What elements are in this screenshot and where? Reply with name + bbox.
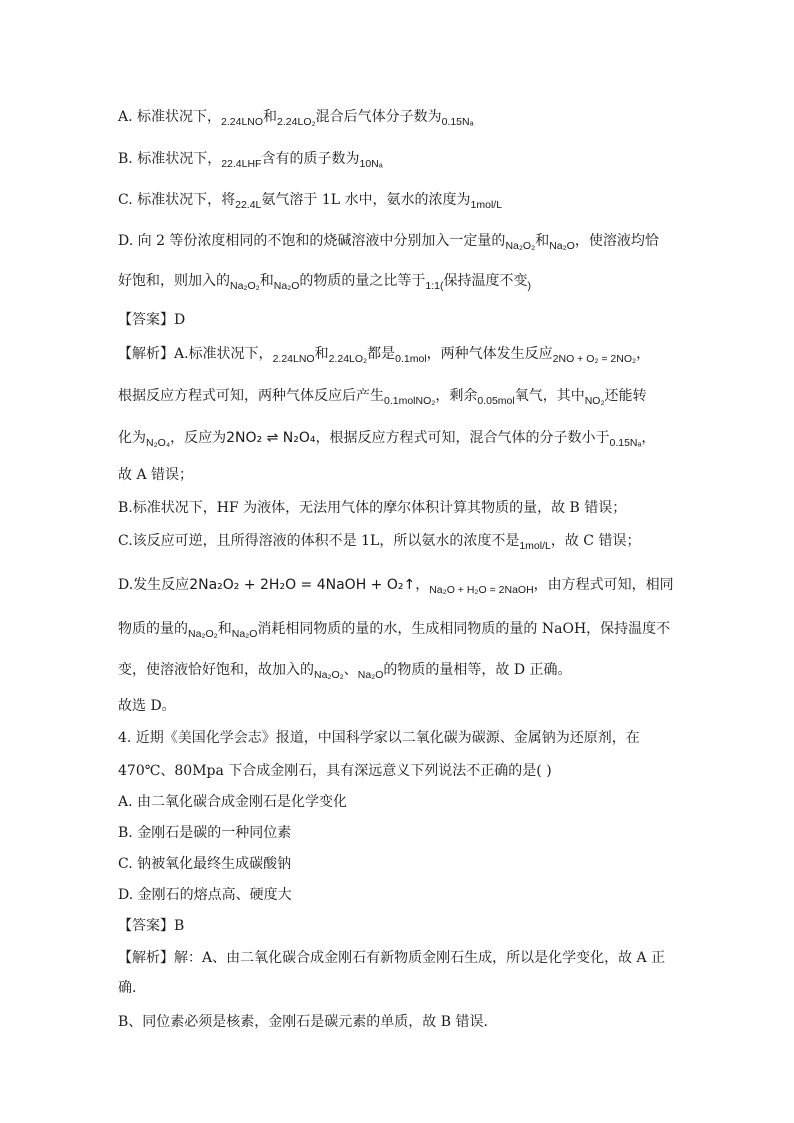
analysis-1-mid: 都是 <box>367 346 396 362</box>
option-d-prefix: D. 向 2 等份浓度相同的不饱和的烧碱溶液中分别加入一定量的 <box>118 233 506 249</box>
question-4-line-1: 4. 近期《美国化学会志》报道，中国科学家以二氧化碳为碳源、金属钠为还原剂，在 <box>118 730 640 746</box>
answer-1: 【答案】D <box>118 312 186 328</box>
analysis-3-text-b: ，反应为 <box>170 430 227 446</box>
option-c <box>118 191 688 210</box>
option-d-quantity-1: Na₂O₂ <box>505 240 536 252</box>
option-b-prefix: B. 标准状况下， <box>118 151 222 167</box>
analysis-3-equation: 2NO₂ ⇌ N₂O₄ <box>226 430 316 446</box>
option-a-prefix: A. 标准状况下， <box>118 109 222 125</box>
option-d-l2-mid: 的物质的量之比等于 <box>299 273 426 289</box>
analysis-1-mid-2: ，两种气体发生反应 <box>426 346 553 362</box>
analysis-8-text-b: 消耗相同物质的量的水，生成相同物质的量的 NaOH，保持温度不 <box>257 621 671 637</box>
analysis-2-l1-text: 解：A、由二氧化碳合成金刚石有新物质金刚石生成，所以是化学变化，故 A 正 <box>174 950 666 966</box>
analysis-2-line-1 <box>118 949 688 967</box>
option-d-l2-prefix: 好饱和，则加入的 <box>118 273 230 289</box>
option-c-prefix: C. 标准状况下，将 <box>118 192 236 208</box>
analysis-2-text-d: 还能转 <box>604 388 647 404</box>
analysis-1-text-a: A.标准状况下， <box>174 346 273 362</box>
analysis-2-text-c: 氧气，其中 <box>514 388 585 404</box>
question-4-option-b: B. 金刚石是碳的一种同位素 <box>118 825 292 841</box>
analysis-2-quantity-2: 0.05mol <box>477 395 515 407</box>
analysis-9-quantity-1: Na₂O₂ <box>314 669 344 681</box>
analysis-1-line-7 <box>118 576 688 595</box>
analysis-1-line-8 <box>118 620 688 639</box>
analysis-8-text-a: 物质的量的 <box>118 621 188 637</box>
option-d-l2-close: ) <box>527 280 532 292</box>
option-b-quantity-2: 10Nₐ <box>359 158 383 170</box>
analysis-3-text-d: ， <box>641 430 656 446</box>
option-a-quantity-1: 2.24LNO <box>221 116 264 128</box>
analysis-2-text-b: ，剩余 <box>435 388 478 404</box>
analysis-3-text-c: ，根据反应方程式可知，混合气体的分子数小于 <box>315 430 610 446</box>
analysis-1-quantity-2: 2.24LO₂ <box>328 353 368 365</box>
analysis-1-line-9 <box>118 661 688 680</box>
analysis-9-text-a: 变，使溶液恰好饱和，故加入的 <box>118 662 314 678</box>
option-d-line-2 <box>118 272 688 291</box>
question-4-line-2: 470℃、80Mpa 下合成金刚石，具有深远意义下列说法不正确的是( ) <box>118 763 552 779</box>
option-a-quantity-3: 0.15Nₐ <box>441 116 474 128</box>
option-d-l2-suffix: 保持温度不变 <box>443 273 528 289</box>
analysis-1-end: ， <box>636 346 651 362</box>
analysis-1-line-3 <box>118 429 688 448</box>
analysis-1-quantity-1: 2.24LNO <box>272 353 315 365</box>
analysis-2-quantity-1: 0.1molNO₂ <box>384 395 436 407</box>
option-a-mid: 混合后气体分子数为 <box>315 109 442 125</box>
analysis-7-sep: ， <box>415 577 430 593</box>
analysis-6-text-b: ，故 C 错误； <box>550 533 641 549</box>
analysis-2-label: 【解析】 <box>118 950 174 966</box>
option-a-quantity-2: 2.24LO₂ <box>277 116 316 128</box>
option-b-quantity-1: 22.4LHF <box>221 158 262 170</box>
option-b-mid: 含有的质子数为 <box>261 151 360 167</box>
analysis-2-line-2: 确． <box>118 980 146 996</box>
option-d-l2-ratio: 1:1( <box>425 280 444 292</box>
analysis-1-quantity-3: 0.1mol <box>395 353 427 365</box>
analysis-1-line-5: B.标准状况下，HF 为液体，无法用气体的摩尔体积计算其物质的量，故 B 错误； <box>118 500 627 516</box>
option-a <box>118 108 688 127</box>
option-c-mid: 氨气溶于 1L 水中，氨水的浓度为 <box>261 192 471 208</box>
analysis-label: 【解析】 <box>118 346 174 362</box>
answer-2: 【答案】B <box>118 918 185 934</box>
question-4-option-a: A. 由二氧化碳合成金刚石是化学变化 <box>118 794 348 810</box>
analysis-8-join: 和 <box>217 621 232 637</box>
analysis-1-line-1 <box>118 345 688 364</box>
analysis-3-text-a: 化为 <box>118 430 146 446</box>
option-c-quantity-1: 22.4L <box>235 199 262 211</box>
analysis-7-text-b: ，由方程式可知，相同 <box>533 577 674 593</box>
question-4-option-d: D. 金刚石的熔点高、硬度大 <box>118 887 292 903</box>
question-4-option-c: C. 钠被氧化最终生成碳酸钠 <box>118 856 292 872</box>
analysis-6-quantity: 1mol/L <box>519 540 551 552</box>
analysis-9-text-b: 的物质的量相等，故 D 正确。 <box>383 662 572 678</box>
analysis-6-text-a: C.该反应可逆，且所得溶液的体积不是 1L，所以氨水的浓度不是 <box>118 533 520 549</box>
analysis-3-quantity-1: N₂O₄ <box>146 437 171 449</box>
analysis-1-equation: 2NO + O₂ = 2NO₂ <box>552 353 637 365</box>
analysis-1-join: 和 <box>314 346 329 362</box>
analysis-8-quantity-1: Na₂O₂ <box>188 628 218 640</box>
option-d-l2-quantity-1: Na₂O₂ <box>230 280 260 292</box>
analysis-7-text-a: D.发生反应 <box>118 577 190 593</box>
option-d-l2-quantity-2: Na₂O <box>273 280 300 292</box>
analysis-1-line-2 <box>118 387 688 406</box>
analysis-1-line-6 <box>118 532 688 551</box>
option-c-quantity-2: 1mol/L <box>470 199 503 211</box>
analysis-8-quantity-2: Na₂O <box>231 628 258 640</box>
option-d-join: 和 <box>535 233 550 249</box>
option-d-line-1 <box>118 232 688 251</box>
option-d-suffix: ，使溶液均恰 <box>574 233 659 249</box>
analysis-1-line-4: 故 A 错误； <box>118 467 194 483</box>
analysis-9-sep: 、 <box>343 662 358 678</box>
analysis-9-quantity-2: Na₂O <box>357 669 384 681</box>
option-d-quantity-2: Na₂O <box>549 240 575 252</box>
analysis-1-line-10: 故选 D。 <box>118 698 176 714</box>
analysis-2-text-a: 根据反应方程式可知，两种气体反应后产生 <box>118 388 384 404</box>
analysis-3-quantity-2: 0.15Nₐ <box>609 437 642 449</box>
analysis-2-line-3: B、同位素必须是核素，金刚石是碳元素的单质，故 B 错误． <box>118 1014 498 1030</box>
option-b <box>118 150 688 169</box>
analysis-7-equation-1: 2Na₂O₂ + 2H₂O = 4NaOH + O₂↑ <box>189 577 416 593</box>
analysis-7-equation-2: Na₂O + H₂O = 2NaOH <box>429 584 534 596</box>
analysis-2-quantity-3: NO₂ <box>584 395 605 407</box>
option-d-l2-join: 和 <box>259 273 274 289</box>
option-a-join: 和 <box>263 109 278 125</box>
